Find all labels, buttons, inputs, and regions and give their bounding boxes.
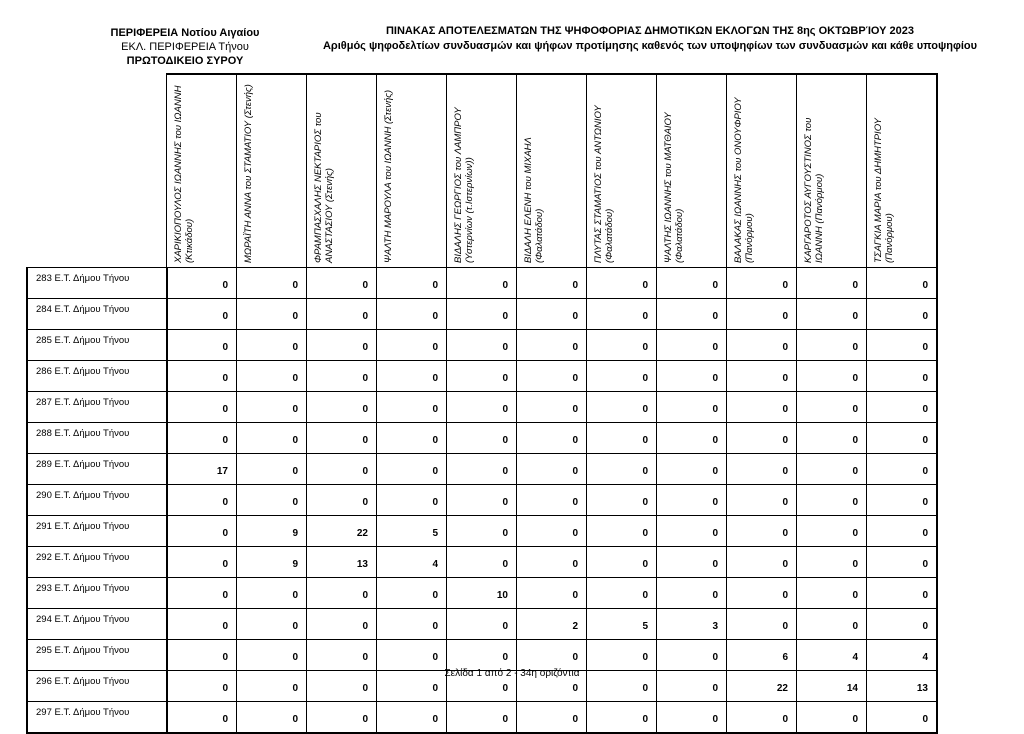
vote-count-cell: 0 — [517, 330, 587, 361]
vote-count-cell: 0 — [867, 609, 938, 640]
vote-count-cell: 0 — [867, 423, 938, 454]
candidate-header — [657, 74, 727, 268]
header-corner-cell — [27, 74, 167, 268]
vote-count-cell: 9 — [237, 547, 307, 578]
vote-count-cell: 0 — [307, 392, 377, 423]
vote-count-cell: 0 — [377, 299, 447, 330]
vote-count-cell: 22 — [307, 516, 377, 547]
table-row — [27, 330, 937, 361]
vote-count-cell: 0 — [377, 609, 447, 640]
polling-station-label: 291 Ε.Τ. Δήμου Τήνου — [27, 516, 167, 547]
candidate-header — [377, 74, 447, 268]
vote-count-cell: 0 — [307, 702, 377, 734]
table-row — [27, 485, 937, 516]
vote-count-cell: 13 — [307, 547, 377, 578]
vote-count-cell: 0 — [167, 671, 237, 702]
vote-count-cell: 0 — [797, 578, 867, 609]
vote-count-cell: 0 — [307, 671, 377, 702]
vote-count-cell: 0 — [657, 454, 727, 485]
vote-count-cell: 0 — [307, 423, 377, 454]
vote-count-cell: 0 — [377, 392, 447, 423]
vote-count-cell: 0 — [517, 454, 587, 485]
vote-count-cell: 0 — [587, 547, 657, 578]
vote-count-cell: 0 — [867, 516, 938, 547]
vote-count-cell: 0 — [307, 640, 377, 671]
vote-count-cell: 0 — [167, 392, 237, 423]
vote-count-cell: 0 — [447, 702, 517, 734]
table-row — [27, 361, 937, 392]
polling-station-label: 285 Ε.Τ. Δήμου Τήνου — [27, 330, 167, 361]
polling-station-label: 290 Ε.Τ. Δήμου Τήνου — [27, 485, 167, 516]
vote-count-cell: 0 — [797, 299, 867, 330]
vote-count-cell: 0 — [447, 671, 517, 702]
vote-count-cell: 0 — [727, 454, 797, 485]
vote-count-cell: 0 — [587, 299, 657, 330]
vote-count-cell: 0 — [657, 361, 727, 392]
vote-count-cell: 0 — [657, 392, 727, 423]
vote-count-cell: 0 — [447, 640, 517, 671]
vote-count-cell: 0 — [797, 454, 867, 485]
vote-count-cell: 0 — [377, 268, 447, 299]
vote-count-cell: 0 — [307, 330, 377, 361]
polling-station-label: 297 Ε.Τ. Δήμου Τήνου — [27, 702, 167, 734]
vote-count-cell: 0 — [727, 268, 797, 299]
vote-count-cell: 0 — [447, 268, 517, 299]
vote-count-cell: 0 — [727, 361, 797, 392]
candidate-name: ΦΡΑΜΠΑΣΧΑΛΗΣ ΝΕΚΤΑΡΙΟΣ του ΑΝΑΣΤΑΣΙΟΥ (Στενής) — [313, 112, 335, 263]
vote-count-cell: 0 — [447, 423, 517, 454]
table-row — [27, 454, 937, 485]
vote-count-cell: 0 — [517, 485, 587, 516]
vote-count-cell: 0 — [447, 392, 517, 423]
table-row — [27, 609, 937, 640]
vote-count-cell: 0 — [307, 578, 377, 609]
vote-count-cell: 0 — [377, 454, 447, 485]
vote-count-cell: 0 — [727, 485, 797, 516]
vote-count-cell: 0 — [727, 609, 797, 640]
vote-count-cell: 0 — [867, 268, 938, 299]
vote-count-cell: 0 — [167, 485, 237, 516]
vote-count-cell: 0 — [657, 578, 727, 609]
vote-count-cell: 0 — [377, 330, 447, 361]
vote-count-cell: 0 — [867, 485, 938, 516]
vote-count-cell: 0 — [727, 423, 797, 454]
vote-count-cell: 0 — [587, 578, 657, 609]
vote-count-cell: 0 — [657, 516, 727, 547]
table-row — [27, 392, 937, 423]
vote-count-cell: 0 — [587, 454, 657, 485]
vote-count-cell: 4 — [377, 547, 447, 578]
vote-count-cell: 0 — [307, 609, 377, 640]
vote-count-cell: 0 — [517, 268, 587, 299]
vote-count-cell: 0 — [237, 640, 307, 671]
polling-station-label: 288 Ε.Τ. Δήμου Τήνου — [27, 423, 167, 454]
vote-count-cell: 0 — [867, 547, 938, 578]
vote-count-cell: 0 — [727, 392, 797, 423]
vote-count-cell: 0 — [657, 423, 727, 454]
court-name: ΠΡΩΤΟΔΙΚΕΙΟ ΣΥΡΟΥ — [126, 55, 244, 67]
vote-count-cell: 0 — [587, 361, 657, 392]
vote-count-cell: 0 — [797, 423, 867, 454]
vote-count-cell: 4 — [867, 640, 938, 671]
vote-count-cell: 0 — [797, 516, 867, 547]
table-row — [27, 547, 937, 578]
vote-count-cell: 0 — [237, 578, 307, 609]
vote-count-cell: 5 — [587, 609, 657, 640]
vote-count-cell: 0 — [587, 423, 657, 454]
polling-station-label: 289 Ε.Τ. Δήμου Τήνου — [27, 454, 167, 485]
vote-count-cell: 0 — [447, 299, 517, 330]
vote-count-cell: 0 — [237, 454, 307, 485]
vote-count-cell: 0 — [587, 392, 657, 423]
vote-count-cell: 0 — [167, 547, 237, 578]
polling-station-label: 287 Ε.Τ. Δήμου Τήνου — [27, 392, 167, 423]
vote-count-cell: 0 — [237, 268, 307, 299]
vote-count-cell: 0 — [867, 454, 938, 485]
polling-station-label: 292 Ε.Τ. Δήμου Τήνου — [27, 547, 167, 578]
vote-count-cell: 0 — [237, 671, 307, 702]
vote-count-cell: 0 — [657, 547, 727, 578]
table-row — [27, 702, 937, 734]
vote-count-cell: 0 — [237, 609, 307, 640]
candidate-name: ΨΑΛΤΗ ΜΑΡΟΥΛΑ του ΙΩΑΝΝΗ (Στενής) — [383, 89, 394, 263]
vote-count-cell: 0 — [657, 671, 727, 702]
vote-count-cell: 0 — [657, 330, 727, 361]
vote-count-cell: 0 — [587, 671, 657, 702]
vote-count-cell: 0 — [587, 330, 657, 361]
candidate-header — [167, 74, 237, 268]
vote-count-cell: 0 — [447, 516, 517, 547]
table-row — [27, 640, 937, 671]
table-row — [27, 299, 937, 330]
vote-count-cell: 0 — [237, 485, 307, 516]
vote-count-cell: 0 — [447, 547, 517, 578]
header-left — [90, 26, 280, 68]
candidate-name: ΤΣΑΓΚΙΑ ΜΑΡΙΑ του ΔΗΜΗΤΡΙΟΥ (Πανόρμου) — [873, 118, 895, 263]
document-title: ΠΙΝΑΚΑΣ ΑΠΟΤΕΛΕΣΜΑΤΩΝ ΤΗΣ ΨΗΦΟΦΟΡΙΑΣ ΔΗΜΟΤΙΚΩΝ ΕΚΛΟΓΩΝ ΤΗΣ 8ης ΟΚΤΩΒΡΊΟΥ 2023 — [385, 25, 915, 37]
vote-count-cell: 0 — [377, 423, 447, 454]
polling-station-label: 284 Ε.Τ. Δήμου Τήνου — [27, 299, 167, 330]
region-name: ΠΕΡΙΦΕΡΕΙΑ Νοτίου Αιγαίου — [110, 27, 260, 39]
table-row — [27, 578, 937, 609]
candidate-header — [237, 74, 307, 268]
vote-count-cell: 0 — [657, 640, 727, 671]
polling-station-label: 286 Ε.Τ. Δήμου Τήνου — [27, 361, 167, 392]
vote-count-cell: 0 — [727, 547, 797, 578]
vote-count-cell: 0 — [727, 578, 797, 609]
vote-count-cell: 0 — [797, 702, 867, 734]
vote-count-cell: 0 — [517, 361, 587, 392]
vote-count-cell: 0 — [517, 671, 587, 702]
vote-count-cell: 0 — [587, 516, 657, 547]
candidate-name: ΜΩΡΑΪΤΗ ΑΝΝΑ του ΣΤΑΜΑΤΙΟΥ (Στενής) — [243, 84, 254, 263]
vote-count-cell: 0 — [167, 423, 237, 454]
vote-count-cell: 0 — [307, 268, 377, 299]
vote-count-cell: 0 — [517, 578, 587, 609]
vote-count-cell: 0 — [797, 361, 867, 392]
candidate-name: ΧΑΡΙΚΙΟΠΟΥΛΟΣ ΙΩΑΝΝΗΣ του ΙΩΑΝΝΗ (Κτικάδου) — [173, 85, 195, 263]
vote-count-cell: 9 — [237, 516, 307, 547]
vote-count-cell: 0 — [657, 485, 727, 516]
vote-count-cell: 0 — [517, 547, 587, 578]
table-row — [27, 423, 937, 454]
vote-count-cell: 0 — [447, 609, 517, 640]
vote-count-cell: 0 — [167, 361, 237, 392]
results-body — [27, 268, 937, 734]
candidate-header — [447, 74, 517, 268]
vote-count-cell: 4 — [797, 640, 867, 671]
vote-count-cell: 0 — [167, 268, 237, 299]
vote-count-cell: 0 — [867, 578, 938, 609]
vote-count-cell: 0 — [447, 361, 517, 392]
vote-count-cell: 0 — [377, 640, 447, 671]
vote-count-cell: 0 — [517, 516, 587, 547]
vote-count-cell: 0 — [517, 702, 587, 734]
vote-count-cell: 0 — [237, 330, 307, 361]
vote-count-cell: 0 — [377, 485, 447, 516]
vote-count-cell: 0 — [797, 268, 867, 299]
vote-count-cell: 0 — [237, 361, 307, 392]
vote-count-cell: 0 — [447, 454, 517, 485]
vote-count-cell: 0 — [377, 671, 447, 702]
vote-count-cell: 0 — [797, 609, 867, 640]
vote-count-cell: 0 — [867, 330, 938, 361]
vote-count-cell: 0 — [657, 702, 727, 734]
candidate-header — [867, 74, 938, 268]
candidate-name: ΒΙΔΑΛΗ ΕΛΕΝΗ του ΜΙΧΑΗΛ (Φαλατάδου) — [523, 137, 545, 263]
vote-count-cell: 14 — [797, 671, 867, 702]
vote-count-cell: 0 — [167, 640, 237, 671]
polling-station-label: 293 Ε.Τ. Δήμου Τήνου — [27, 578, 167, 609]
vote-count-cell: 0 — [167, 516, 237, 547]
vote-count-cell: 0 — [167, 609, 237, 640]
vote-count-cell: 0 — [447, 485, 517, 516]
vote-count-cell: 17 — [167, 454, 237, 485]
vote-count-cell: 13 — [867, 671, 938, 702]
vote-count-cell: 0 — [237, 423, 307, 454]
vote-count-cell: 0 — [867, 702, 938, 734]
candidate-name: ΠΛΥΤΑΣ ΣΤΑΜΑΤΙΟΣ του ΑΝΤΩΝΙΟΥ (Φαλατάδου) — [593, 105, 615, 263]
vote-count-cell: 0 — [797, 485, 867, 516]
candidate-name: ΒΙΔΑΛΗΣ ΓΕΩΡΓΙΟΣ του ΛΑΜΠΡΟΥ (Υστερνίων (τ.Ιστερνίων)) — [453, 107, 475, 263]
vote-count-cell: 0 — [867, 392, 938, 423]
vote-count-cell: 0 — [797, 330, 867, 361]
vote-count-cell: 0 — [587, 268, 657, 299]
header-right — [300, 24, 1000, 54]
vote-count-cell: 10 — [447, 578, 517, 609]
vote-count-cell: 22 — [727, 671, 797, 702]
vote-count-cell: 0 — [237, 702, 307, 734]
vote-count-cell: 0 — [307, 361, 377, 392]
vote-count-cell: 5 — [377, 516, 447, 547]
vote-count-cell: 0 — [307, 454, 377, 485]
candidate-header — [307, 74, 377, 268]
vote-count-cell: 6 — [727, 640, 797, 671]
candidate-header — [727, 74, 797, 268]
polling-station-label: 295 Ε.Τ. Δήμου Τήνου — [27, 640, 167, 671]
vote-count-cell: 0 — [517, 640, 587, 671]
candidate-name: ΨΑΛΤΗΣ ΙΩΑΝΝΗΣ του ΜΑΤΘΑΙΟΥ (Φαλατάδου) — [663, 112, 685, 263]
vote-count-cell: 0 — [517, 423, 587, 454]
vote-count-cell: 2 — [517, 609, 587, 640]
vote-count-cell: 0 — [447, 330, 517, 361]
vote-count-cell: 0 — [587, 640, 657, 671]
polling-station-label: 296 Ε.Τ. Δήμου Τήνου — [27, 671, 167, 702]
candidate-name: ΒΑΛΑΚΑΣ ΙΩΑΝΝΗΣ του ΟΝΟΥΦΡΙΟΥ (Πανόρμου) — [733, 97, 755, 263]
candidate-header-row — [27, 74, 937, 268]
vote-count-cell: 0 — [237, 299, 307, 330]
vote-count-cell: 0 — [587, 485, 657, 516]
page-footer: Σελίδα 1 από 2 - 34η οριζόντια — [444, 668, 580, 679]
vote-count-cell: 0 — [517, 392, 587, 423]
electoral-district: ΕΚΛ. ΠΕΡΙΦΕΡΕΙΑ Τήνου — [121, 41, 249, 53]
vote-count-cell: 0 — [727, 330, 797, 361]
vote-count-cell: 0 — [237, 392, 307, 423]
vote-count-cell: 0 — [867, 299, 938, 330]
vote-count-cell: 0 — [377, 578, 447, 609]
vote-count-cell: 0 — [167, 578, 237, 609]
candidate-header — [797, 74, 867, 268]
vote-count-cell: 0 — [167, 330, 237, 361]
vote-count-cell: 0 — [517, 299, 587, 330]
vote-count-cell: 0 — [657, 268, 727, 299]
polling-station-label: 283 Ε.Τ. Δήμου Τήνου — [27, 268, 167, 299]
vote-count-cell: 0 — [727, 702, 797, 734]
document-subtitle: Αριθμός ψηφοδελτίων συνδυασμών και ψήφων προτίμησης καθενός των υποψηφίων των συνδυασμών και κάθε υποψηφίου — [322, 40, 978, 52]
vote-count-cell: 0 — [867, 361, 938, 392]
candidate-header — [587, 74, 657, 268]
candidate-name: ΚΑΡΓΑΡΟΤΟΣ ΑΥΓΟΥΣΤΙΝΟΣ του ΙΩΑΝΝΗ (Πανόρμου) — [803, 117, 825, 263]
vote-count-cell: 0 — [727, 516, 797, 547]
vote-count-cell: 0 — [377, 361, 447, 392]
vote-count-cell: 0 — [167, 702, 237, 734]
candidate-header — [517, 74, 587, 268]
vote-count-cell: 0 — [307, 299, 377, 330]
vote-count-cell: 0 — [657, 299, 727, 330]
vote-count-cell: 0 — [587, 702, 657, 734]
results-table — [26, 73, 938, 734]
table-row — [27, 516, 937, 547]
vote-count-cell: 0 — [377, 702, 447, 734]
vote-count-cell: 0 — [797, 547, 867, 578]
polling-station-label: 294 Ε.Τ. Δήμου Τήνου — [27, 609, 167, 640]
table-row — [27, 268, 937, 299]
vote-count-cell: 0 — [167, 299, 237, 330]
vote-count-cell: 0 — [727, 299, 797, 330]
vote-count-cell: 0 — [797, 392, 867, 423]
vote-count-cell: 3 — [657, 609, 727, 640]
vote-count-cell: 0 — [307, 485, 377, 516]
